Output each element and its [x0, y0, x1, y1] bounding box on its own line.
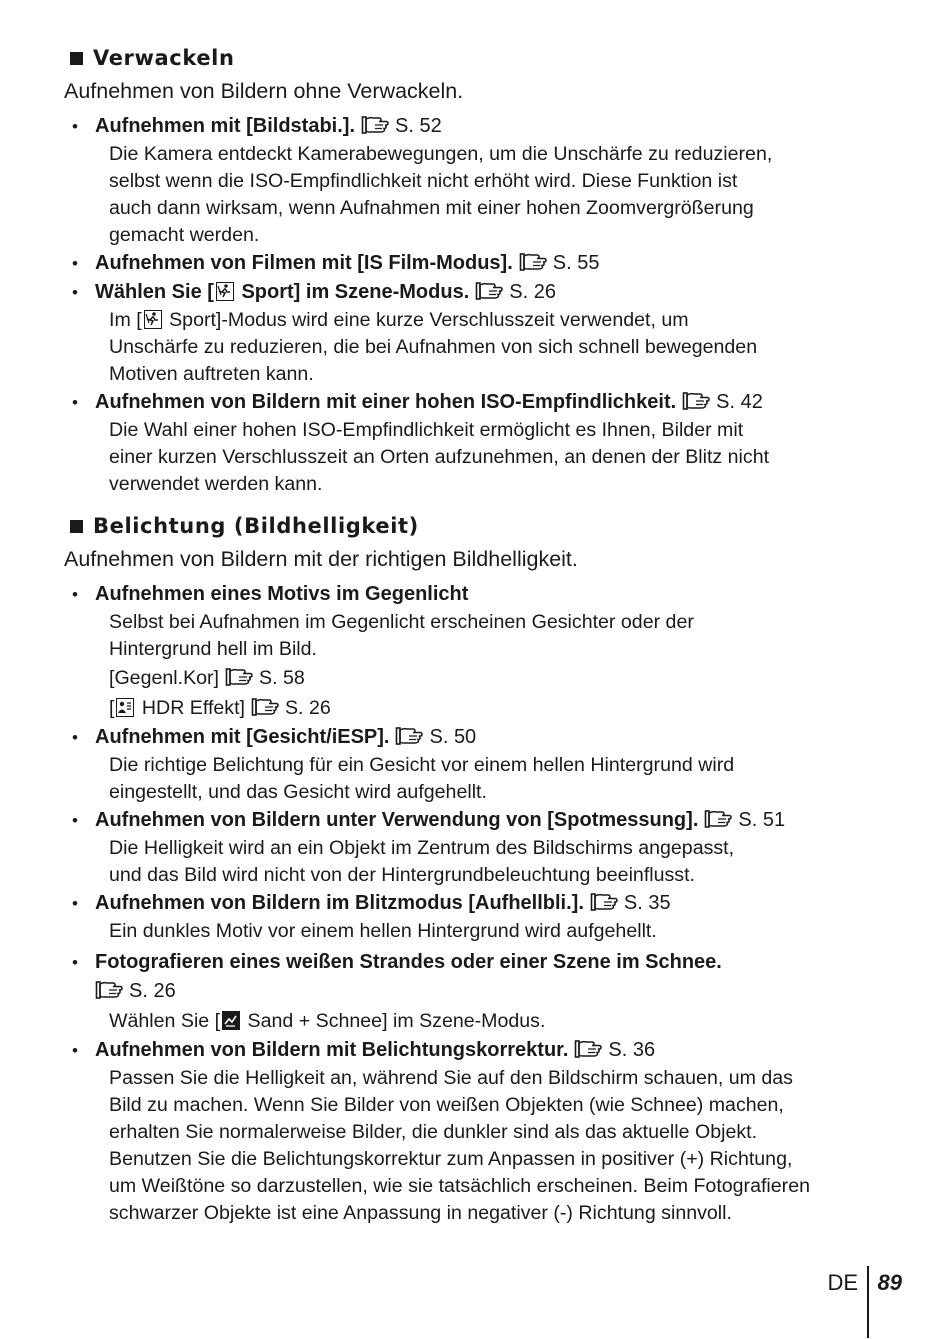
- list-item: [64, 249, 894, 278]
- manual-page: [64, 44, 894, 1227]
- page-reference: S. 55: [552, 252, 600, 274]
- list-item: [64, 278, 894, 388]
- item-heading: Fotografieren eines weißen Strandes oder einer Szene im Schnee.: [95, 951, 722, 973]
- item-heading: Aufnehmen mit [Gesicht/iESP]. S. 50: [95, 726, 477, 748]
- page-reference: S. 36: [608, 1039, 656, 1061]
- page-number: 89: [877, 1270, 902, 1295]
- bullet: •: [72, 585, 78, 604]
- page-reference: S. 51: [738, 809, 786, 831]
- item-heading: Wählen Sie [ Sport] im Szene-Modus. S. 26: [95, 281, 556, 303]
- hdr-effect-icon: [116, 698, 134, 717]
- item-body: Ein dunkles Motiv vor einem hellen Hintergrund wird aufgehellt.: [109, 920, 657, 942]
- square-bullet-icon: [70, 520, 83, 533]
- section-heading-verwackeln: [64, 44, 894, 72]
- list-item: [64, 388, 894, 498]
- page-footer: [827, 1268, 902, 1338]
- list-item: [64, 112, 894, 249]
- page-reference: S. 50: [429, 726, 477, 748]
- pointing-hand-reference-icon: [682, 391, 712, 411]
- item-body: Wählen Sie [ Sand + Schnee] im Szene-Modus.: [109, 1010, 546, 1032]
- pointing-hand-reference-icon: [704, 809, 734, 829]
- bullet: •: [72, 953, 78, 972]
- page-reference: S. 26: [284, 697, 331, 719]
- item-body: Die richtige Belichtung für ein Gesicht vor einem hellen Hintergrund wird eingestellt, und das Gesicht wird aufgehellt.: [109, 754, 735, 803]
- item-heading: Aufnehmen von Filmen mit [IS Film-Modus]. S. 55: [95, 252, 600, 274]
- section-title: Verwackeln: [93, 46, 235, 70]
- pointing-hand-reference-icon: [361, 115, 391, 135]
- sand-snow-mode-icon: [222, 1011, 240, 1030]
- item-heading: Aufnehmen von Bildern mit einer hohen ISO-Empfindlichkeit. S. 42: [95, 391, 763, 413]
- pointing-hand-reference-icon: [574, 1039, 604, 1059]
- bullet: •: [72, 894, 78, 913]
- list-item: [64, 1036, 894, 1227]
- item-heading: Aufnehmen von Bildern unter Verwendung von [Spotmessung]. S. 51: [95, 809, 786, 831]
- square-bullet-icon: [70, 52, 83, 65]
- sport-mode-icon: [216, 282, 234, 301]
- section-title: Belichtung (Bildhelligkeit): [93, 514, 419, 538]
- bullet: •: [72, 393, 78, 412]
- bullet: •: [72, 728, 78, 747]
- list-item: [64, 580, 894, 723]
- page-reference: S. 26: [129, 980, 176, 1002]
- pointing-hand-reference-icon: [251, 697, 281, 717]
- section-heading-belichtung: [64, 512, 894, 540]
- item-body: Selbst bei Aufnahmen im Gegenlicht erscheinen Gesichter oder der Hintergrund hell im Bild. [Gegenl.Kor] S. 58 [ HDR Effekt] S. 26: [109, 611, 694, 719]
- list-item: [64, 948, 894, 1036]
- sport-mode-icon: [144, 310, 162, 329]
- page-reference: S. 26: [509, 281, 556, 303]
- bullet: •: [72, 117, 78, 136]
- page-reference: S. 35: [623, 892, 671, 914]
- language-code: DE: [827, 1270, 859, 1295]
- bullet: •: [72, 283, 78, 302]
- pointing-hand-reference-icon: [475, 281, 505, 301]
- item-body: Die Wahl einer hohen ISO-Empfindlichkeit ermöglicht es Ihnen, Bilder mit einer kurzen Verschlusszeit an Orten aufzunehmen, an denen der Blitz nicht verwendet werden kann.: [109, 419, 770, 495]
- bullet: •: [72, 811, 78, 830]
- item-body: Im [ Sport]-Modus wird eine kurze Verschlusszeit verwendet, um Unschärfe zu reduzieren, die bei Aufnahmen von sich schnell bewegenden Motiven auftreten kann.: [109, 309, 758, 385]
- page-reference: S. 58: [259, 667, 305, 689]
- list-item: [64, 889, 894, 945]
- bullet: •: [72, 1041, 78, 1060]
- pointing-hand-reference-icon: [395, 726, 425, 746]
- page-reference: S. 52: [395, 115, 442, 137]
- bullet: •: [72, 254, 78, 273]
- item-body: Die Kamera entdeckt Kamerabewegungen, um die Unschärfe zu reduzieren, selbst wenn die ISO-Empfindlichkeit nicht erhöht wird. Diese Funktion ist auch dann wirksam, wenn Aufnahmen mit einer hohen Zoomvergrößerung gemacht werden.: [109, 143, 773, 246]
- item-heading: Aufnehmen mit [Bildstabi.]. S. 52: [95, 115, 442, 137]
- item-body: Passen Sie die Helligkeit an, während Sie auf den Bildschirm schauen, um das Bild zu machen. Wenn Sie Bilder von weißen Objekten (wie Schnee) machen, erhalten Sie normalerweise Bilder, die dunkler sind als das aktuelle Objekt. Benutzen Sie die Belichtungskorrektur zum Anpassen in positiver (+) Richtung, um Weißtöne so darzustellen, wie sie tatsächlich erscheinen. Beim Fotografieren schwarzer Objekte ist eine Anpassung in negativer (-) Richtung sinnvoll.: [109, 1067, 810, 1224]
- pointing-hand-reference-icon: [225, 667, 255, 687]
- list-item: [64, 806, 894, 889]
- pointing-hand-reference-icon: [95, 980, 125, 1000]
- item-heading: Aufnehmen von Bildern mit Belichtungskorrektur. S. 36: [95, 1039, 656, 1061]
- item-heading: Aufnehmen von Bildern im Blitzmodus [Aufhellbli.]. S. 35: [95, 892, 671, 914]
- item-heading: Aufnehmen eines Motivs im Gegenlicht: [95, 583, 469, 605]
- item-body: Die Helligkeit wird an ein Objekt im Zentrum des Bildschirms angepasst, und das Bild wird nicht von der Hintergrundbeleuchtung beeinflusst.: [109, 837, 735, 886]
- section-subtitle: Aufnehmen von Bildern ohne Verwackeln.: [64, 79, 464, 103]
- page-reference: S. 42: [716, 391, 763, 413]
- pointing-hand-reference-icon: [590, 892, 620, 912]
- section-subtitle: Aufnehmen von Bildern mit der richtigen Bildhelligkeit.: [64, 547, 578, 571]
- list-item: [64, 723, 894, 806]
- item-heading-ref: [95, 977, 894, 1006]
- pointing-hand-reference-icon: [519, 252, 549, 272]
